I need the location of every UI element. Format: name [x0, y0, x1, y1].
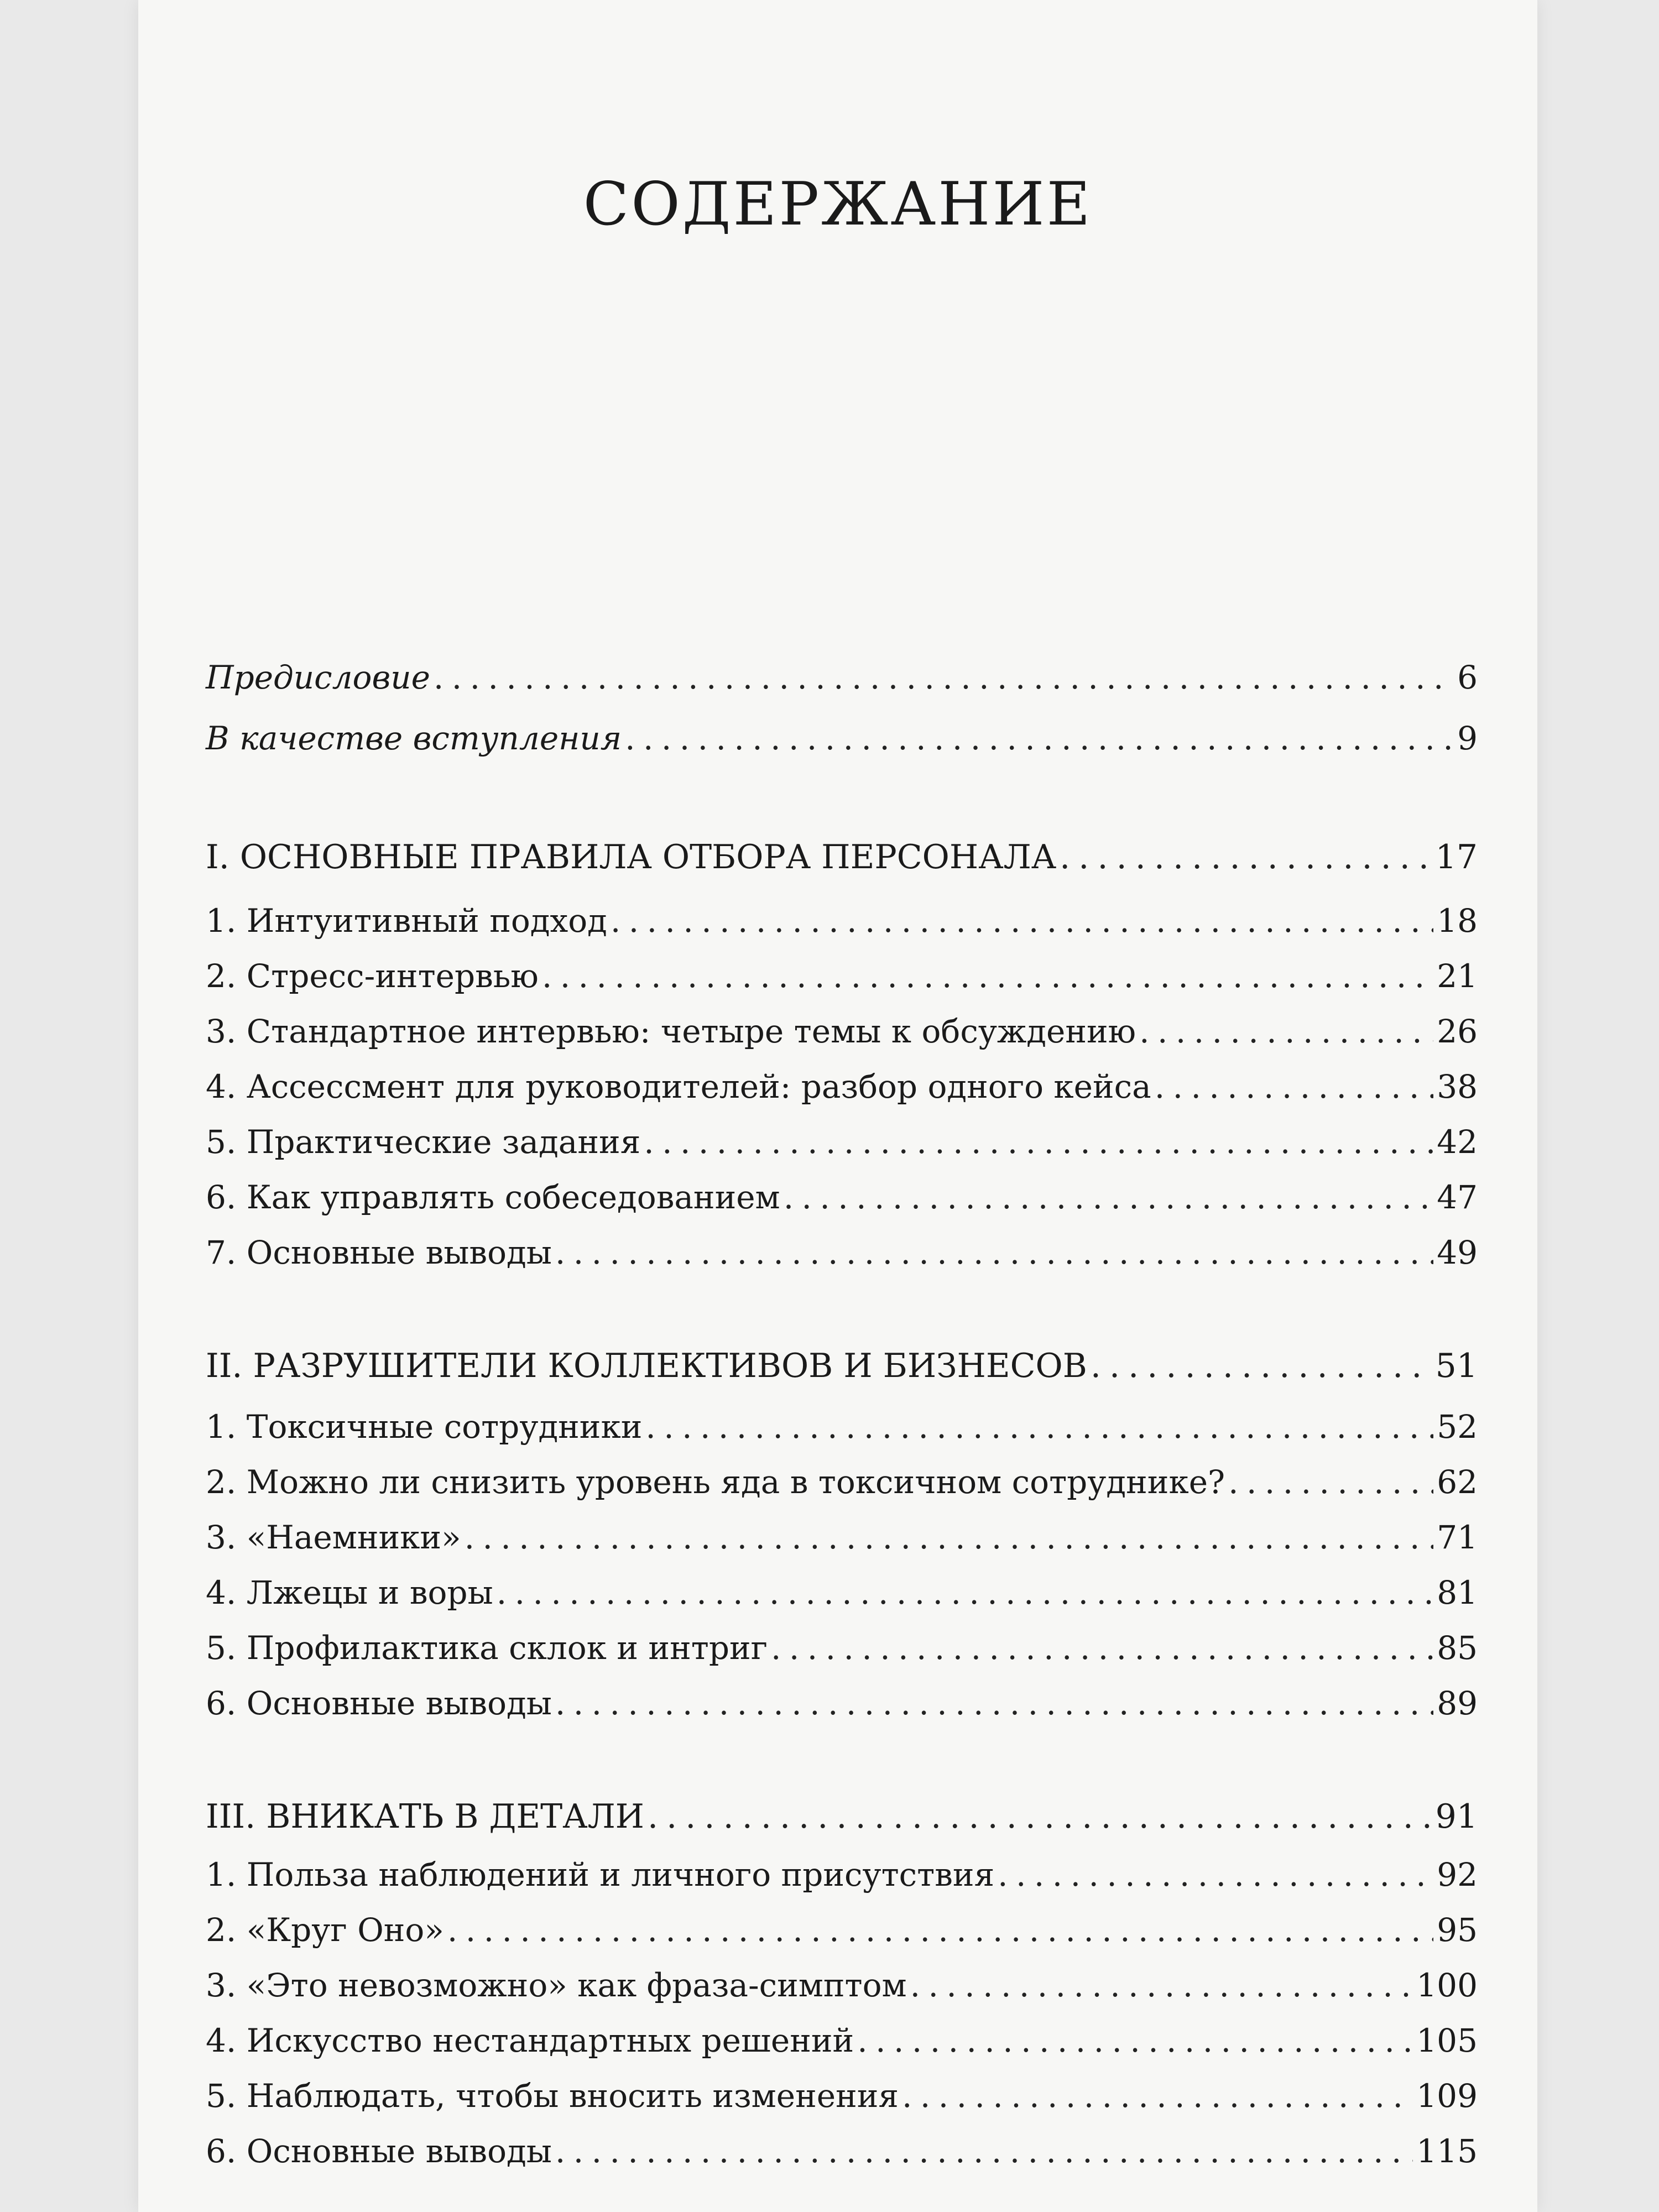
leader-dots — [555, 1678, 1433, 1728]
toc-entry-label: 2. Можно ли снизить уровень яда в токсичном сотруднике? — [206, 1463, 1225, 1501]
toc-entry[interactable] — [206, 1568, 1478, 1618]
toc-entry-preface[interactable] — [206, 653, 1478, 702]
leader-dots — [542, 951, 1433, 1001]
toc-entry-page: 9 — [1457, 719, 1478, 757]
leader-dots — [1155, 1062, 1433, 1112]
toc-entry-label: III. ВНИКАТЬ В ДЕТАЛИ — [206, 1797, 644, 1836]
toc-entry-page: 100 — [1416, 1966, 1478, 2004]
toc-entry-page: 42 — [1437, 1123, 1478, 1161]
toc-entry-page: 109 — [1416, 2077, 1478, 2115]
leader-dots — [625, 713, 1454, 763]
toc-entry-page: 89 — [1437, 1684, 1478, 1722]
toc-entry-label: 1. Токсичные сотрудники — [206, 1408, 643, 1446]
toc-entry-label: 2. «Круг Оно» — [206, 1911, 444, 1949]
toc-entry[interactable] — [206, 1228, 1478, 1277]
toc-entry-label: 5. Практические задания — [206, 1123, 641, 1161]
toc-entry[interactable] — [206, 1402, 1478, 1452]
leader-dots — [447, 1905, 1433, 1955]
toc-entry-page: 17 — [1435, 838, 1478, 877]
leader-dots — [1091, 1341, 1432, 1391]
toc-entry-page: 105 — [1416, 2022, 1478, 2059]
toc-entry-page: 49 — [1437, 1234, 1478, 1271]
leader-dots — [1139, 1006, 1433, 1056]
toc-entry[interactable] — [206, 951, 1478, 1001]
toc-entry[interactable] — [206, 1623, 1478, 1673]
toc-entry-page: 91 — [1435, 1797, 1478, 1836]
toc-entry-label: 3. «Это невозможно» как фраза-симптом — [206, 1966, 907, 2004]
leader-dots — [648, 1792, 1432, 1841]
toc-entry-page: 81 — [1437, 1574, 1478, 1611]
toc-entry-page: 38 — [1437, 1068, 1478, 1105]
toc-entry-page: 92 — [1437, 1856, 1478, 1893]
toc-entry[interactable] — [206, 1172, 1478, 1222]
toc-entry-introduction[interactable] — [206, 713, 1478, 763]
toc-entry-page: 115 — [1416, 2132, 1478, 2170]
toc-entry[interactable] — [206, 2126, 1478, 2176]
toc-entry-label: 4. Искусство нестандартных решений — [206, 2022, 854, 2059]
toc-entry-label: 7. Основные выводы — [206, 1234, 552, 1271]
leader-dots — [857, 2016, 1413, 2065]
toc-entry-page: 85 — [1437, 1629, 1478, 1667]
toc-entry[interactable] — [206, 1960, 1478, 2010]
leader-dots — [1060, 832, 1432, 882]
toc-entry[interactable] — [206, 1678, 1478, 1728]
leader-dots — [784, 1172, 1434, 1222]
leader-dots — [555, 1228, 1433, 1277]
page-title: СОДЕРЖАНИЕ — [583, 170, 1093, 239]
toc-part-3[interactable] — [206, 1792, 1478, 1841]
toc-entry-label: 3. «Наемники» — [206, 1519, 461, 1556]
leader-dots — [902, 2071, 1413, 2121]
toc-entry-page: 18 — [1437, 902, 1478, 940]
toc-entry-page: 6 — [1457, 659, 1478, 696]
toc-entry-page: 51 — [1435, 1347, 1478, 1385]
leader-dots — [910, 1960, 1413, 2010]
leader-dots — [465, 1512, 1434, 1562]
toc-entry[interactable] — [206, 1850, 1478, 1900]
toc-entry-page: 26 — [1437, 1013, 1478, 1050]
toc-entry-page: 21 — [1437, 957, 1478, 995]
leader-dots — [771, 1623, 1433, 1673]
leader-dots — [645, 1402, 1433, 1452]
toc-entry-page: 95 — [1437, 1911, 1478, 1949]
toc-entry-label: 6. Основные выводы — [206, 2132, 552, 2170]
toc-entry-label: 4. Лжецы и воры — [206, 1574, 493, 1611]
toc-entry[interactable] — [206, 1006, 1478, 1056]
leader-dots — [611, 896, 1433, 946]
leader-dots — [998, 1850, 1433, 1900]
toc-entry-page: 47 — [1437, 1178, 1478, 1216]
toc-entry[interactable] — [206, 1062, 1478, 1112]
toc-entry[interactable] — [206, 1905, 1478, 1955]
toc-entry-label: 6. Основные выводы — [206, 1684, 552, 1722]
book-page — [138, 0, 1537, 2212]
toc-entry-label: 4. Ассессмент для руководителей: разбор одного кейса — [206, 1068, 1151, 1105]
toc-entry[interactable] — [206, 2071, 1478, 2121]
toc-entry-label: 6. Как управлять собеседованием — [206, 1178, 780, 1216]
toc-entry-page: 71 — [1437, 1519, 1478, 1556]
toc-entry-label: 1. Интуитивный подход — [206, 902, 607, 940]
leader-dots — [555, 2126, 1413, 2176]
toc-entry[interactable] — [206, 1457, 1478, 1507]
leader-dots — [1228, 1457, 1433, 1507]
toc-entry[interactable] — [206, 1512, 1478, 1562]
toc-entry-page: 62 — [1437, 1463, 1478, 1501]
toc-entry-label: В качестве вступления — [206, 719, 622, 757]
toc-entry-label: 3. Стандартное интервью: четыре темы к обсуждению — [206, 1013, 1136, 1050]
toc-entry[interactable] — [206, 1117, 1478, 1167]
leader-dots — [497, 1568, 1433, 1618]
toc-entry-label: II. РАЗРУШИТЕЛИ КОЛЛЕКТИВОВ И БИЗНЕСОВ — [206, 1347, 1087, 1385]
toc-entry-label: 1. Польза наблюдений и личного присутствия — [206, 1856, 995, 1893]
leader-dots — [434, 653, 1454, 702]
toc-entry-label: 5. Профилактика склок и интриг — [206, 1629, 768, 1667]
toc-entry-page: 52 — [1437, 1408, 1478, 1446]
toc-entry-label: 2. Стресс-интервью — [206, 957, 539, 995]
toc-entry[interactable] — [206, 2016, 1478, 2065]
toc-part-2[interactable] — [206, 1341, 1478, 1391]
toc-entry[interactable] — [206, 896, 1478, 946]
toc-entry-label: 5. Наблюдать, чтобы вносить изменения — [206, 2077, 899, 2115]
toc-part-1[interactable] — [206, 832, 1478, 882]
leader-dots — [644, 1117, 1433, 1167]
toc-entry-label: I. ОСНОВНЫЕ ПРАВИЛА ОТБОРА ПЕРСОНАЛА — [206, 838, 1057, 877]
toc-entry-label: Предисловие — [206, 659, 430, 696]
